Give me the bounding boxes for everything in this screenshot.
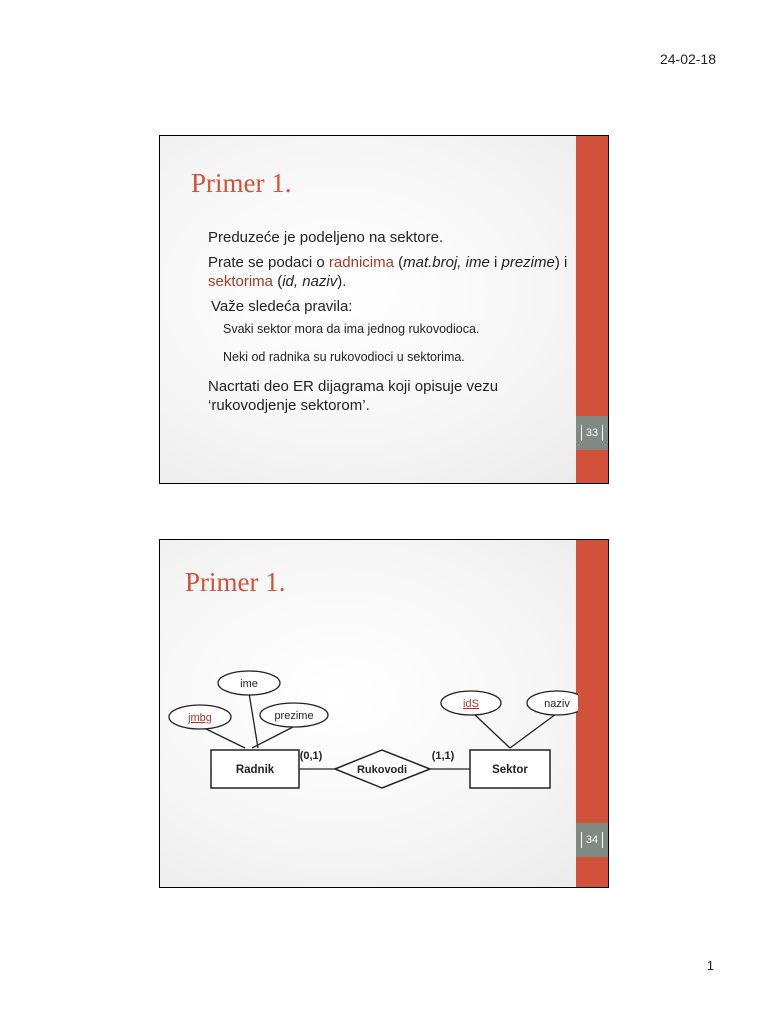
line-naziv (510, 714, 556, 748)
entity-radnik-label: Radnik (235, 764, 275, 776)
attr-ids-label: idS (463, 698, 479, 710)
text-fragment: ( (273, 273, 283, 290)
entity-sektor-label: Sektor (492, 764, 528, 776)
relationship-label: Rukovodi (356, 764, 408, 776)
slide-number: 34 (581, 832, 603, 848)
slide-title: Primer 1. (191, 168, 292, 198)
term-sektorima: sektorima (208, 273, 274, 290)
attr-naziv-label: naziv (544, 698, 570, 710)
slide-number: 33 (581, 425, 603, 441)
attr-prezime: prezime (501, 254, 555, 271)
attrs-radnik: mat.broj, ime (403, 254, 490, 271)
slide-title: Primer 1. (185, 567, 286, 597)
slide-34 (159, 539, 609, 888)
attr-jmbg-label: jmbg (188, 712, 212, 724)
text-fragment: i (489, 254, 502, 271)
slide-33 (159, 135, 609, 484)
text-fragment: Prate se podaci o (208, 254, 329, 271)
text-line-4: Nacrtati deo ER dijagrama koji opisuje vezu ‘rukovodjenje sektorom’. (208, 378, 499, 414)
header-date: 24-02-18 (659, 51, 716, 67)
text-fragment: ). (337, 273, 347, 290)
attr-ime-label: ime (240, 678, 258, 690)
slide-number-box (576, 823, 608, 857)
line-jmbg (202, 727, 245, 748)
text-fragment: ( (393, 254, 404, 271)
line-prezime (252, 727, 293, 748)
text-line-1: Preduzeće je podeljeno na sektore. (208, 229, 444, 246)
slide-body (208, 228, 568, 415)
cardinality-left: (0,1) (299, 750, 323, 762)
rule-1: Svaki sektor mora da ima jednog rukovodioca. (223, 322, 480, 336)
text-line-2 (208, 253, 568, 291)
text-line-3: Važe sledeća pravila: (211, 298, 353, 315)
slide-number-box (576, 416, 608, 450)
page-number: 1 (706, 958, 714, 973)
rule-2: Neki od radnika su rukovodioci u sektorima. (223, 349, 465, 364)
cardinality-right: (1,1) (431, 750, 455, 762)
line-ids (474, 714, 510, 748)
text-fragment: ) i (554, 254, 568, 271)
er-diagram (160, 540, 578, 887)
attrs-sektor: id, naziv (282, 273, 338, 290)
line-ime (249, 693, 258, 748)
term-radnicima: radnicima (328, 254, 394, 271)
attr-prezime-label: prezime (274, 710, 314, 722)
